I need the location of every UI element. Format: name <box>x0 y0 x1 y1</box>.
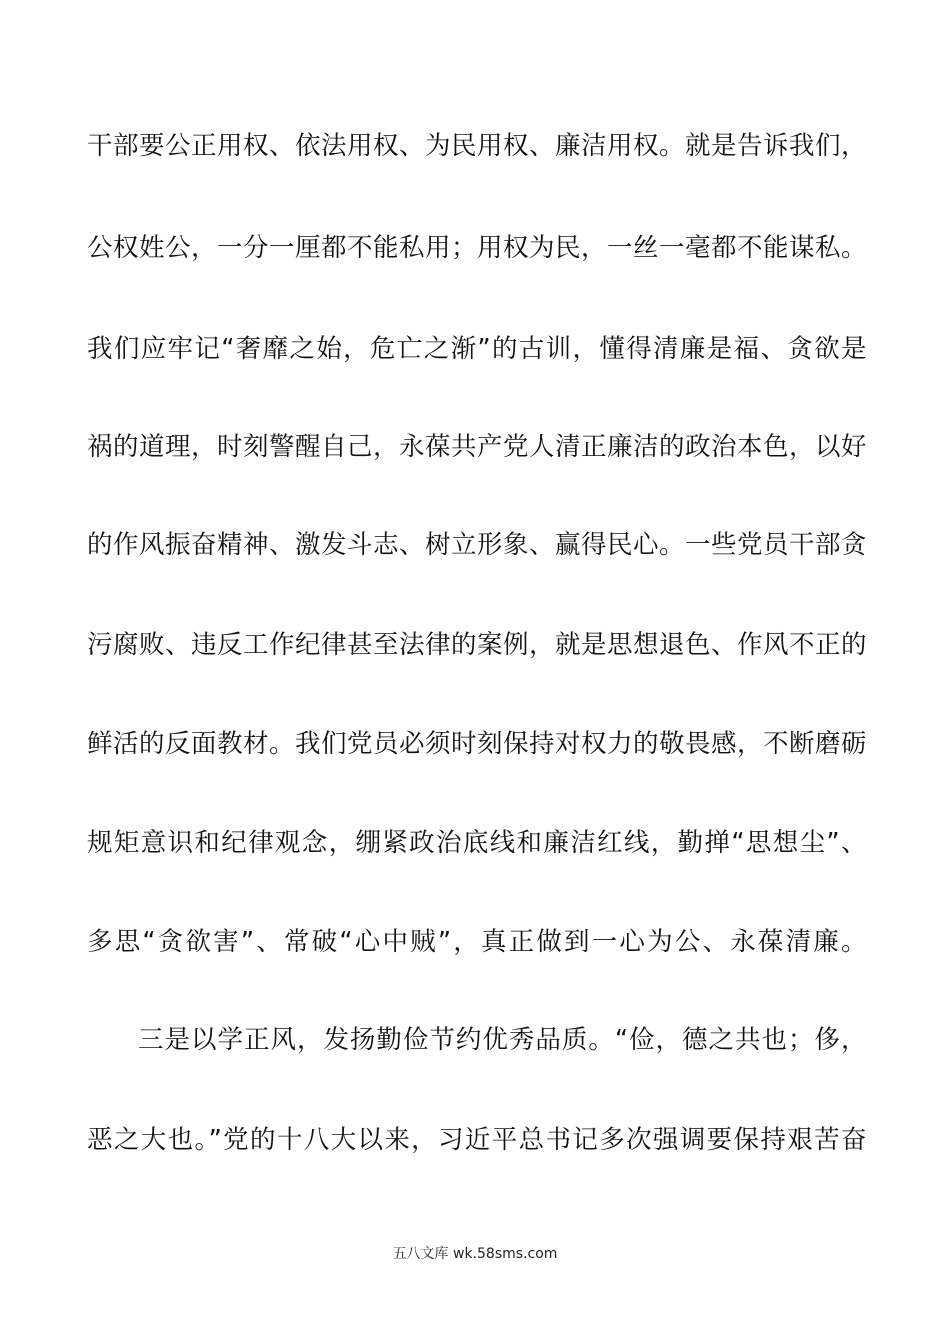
body-text-line: 规矩意识和纪律观念，绷紧政治底线和廉洁红线，勤掸“思想尘”、 <box>87 828 867 858</box>
body-text-line: 公权姓公，一分一厘都不能私用；用权为民，一丝一毫都不能谋私。 <box>87 233 868 263</box>
body-text-line: 污腐败、违反工作纪律甚至法律的案例，就是思想退色、作风不正的 <box>87 630 868 660</box>
body-text-line: 鲜活的反面教材。我们党员必须时刻保持对权力的敬畏感，不断磨砺 <box>87 729 868 759</box>
body-text-line: 我们应牢记“奢靡之始，危亡之渐”的古训，懂得清廉是福、贪欲是 <box>87 334 867 364</box>
body-text-line: 干部要公正用权、依法用权、为民用权、廉洁用权。就是告诉我们， <box>87 131 868 161</box>
body-text-line: 的作风振奋精神、激发斗志、树立形象、赢得民心。一些党员干部贪 <box>87 530 868 560</box>
footer-watermark: 五八文库 wk.58sms.com <box>392 1246 558 1262</box>
section-heading-line: 三是以学正风，发扬勤俭节约优秀品质。“俭，德之共也；侈， <box>138 1025 867 1055</box>
body-text-line: 恶之大也。”党的十八大以来，习近平总书记多次强调要保持艰苦奋 <box>87 1125 867 1155</box>
body-text-line: 祸的道理，时刻警醒自己，永葆共产党人清正廉洁的政治本色，以好 <box>87 432 868 462</box>
body-text-line: 多思“贪欲害”、常破“心中贼”，真正做到一心为公、永葆清廉。 <box>87 927 867 957</box>
